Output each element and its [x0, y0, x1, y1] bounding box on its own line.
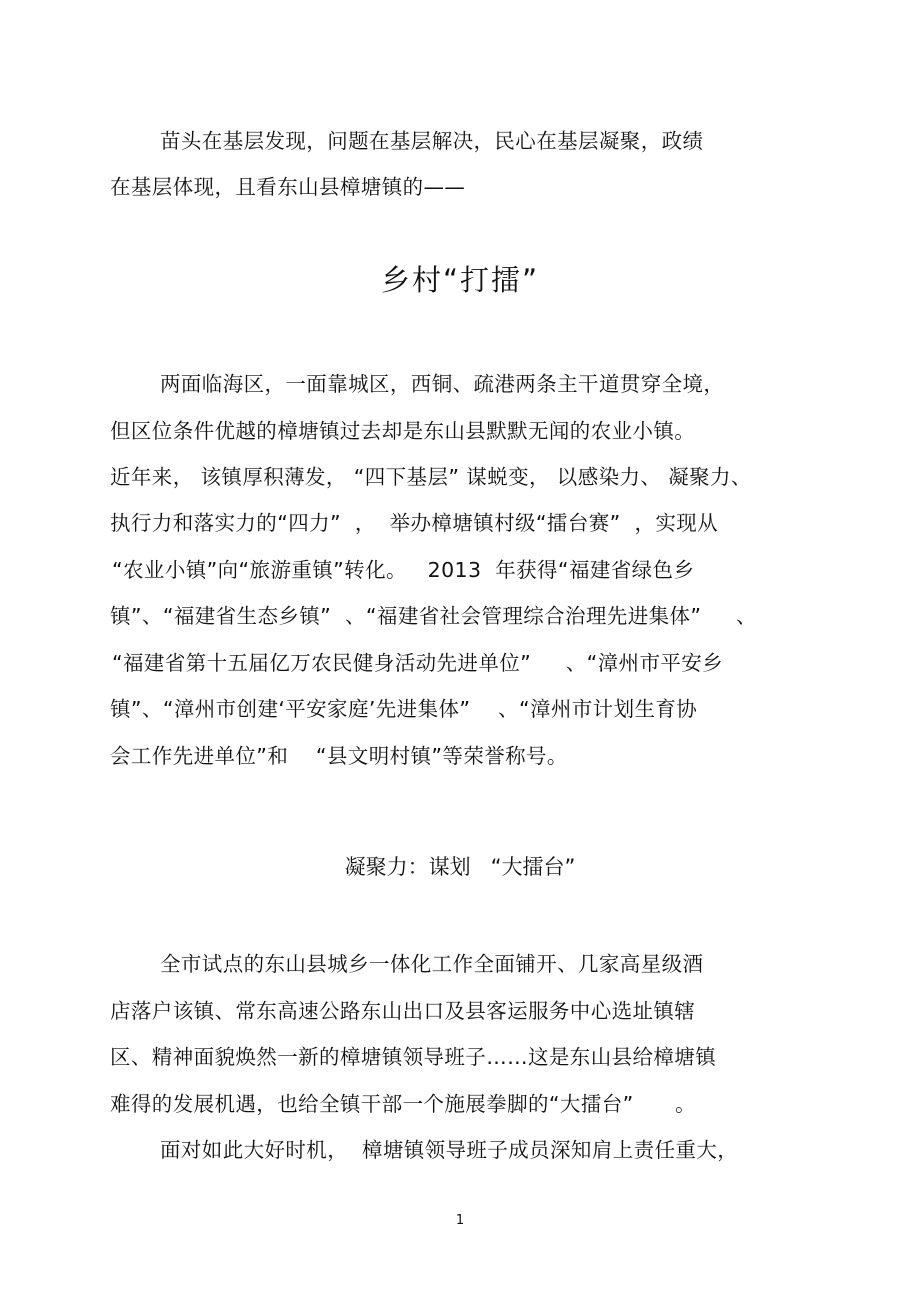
paragraph-line: 镇”、“漳州市创建‘平安家庭’先进集体” 、“漳州市计划生育协 [110, 697, 698, 721]
paragraph-line: 执行力和落实力的“四力” ， 举办樟塘镇村级“擂台赛” ，实现从 [110, 511, 719, 535]
paragraph-line: 但区位条件优越的樟塘镇过去却是东山县默默无闻的农业小镇。 [110, 419, 696, 443]
paragraph-line: 两面临海区，一面靠城区，西铜、疏港两条主干道贯穿全境， [160, 372, 725, 396]
article-title: 乡村“打擂” [380, 263, 540, 297]
intro-line: 苗头在基层发现，问题在基层解决，民心在基层凝聚，政绩 [160, 129, 704, 153]
paragraph-line: 区、精神面貌焕然一新的樟塘镇领导班子……这是东山县给樟塘镇 [110, 1045, 717, 1069]
section-heading: 凝聚力：谋划 “大擂台” [344, 855, 576, 879]
paragraph-line: 面对如此大好时机， 樟塘镇领导班子成员深知肩上责任重大， [160, 1138, 739, 1162]
page-number: 1 [455, 1213, 465, 1228]
paragraph-line: “福建省第十五届亿万农民健身活动先进单位” 、“漳州市平安乡 [112, 651, 724, 675]
paragraph-line: 难得的发展机遇，也给全镇干部一个施展拳脚的“大擂台” 。 [110, 1092, 697, 1116]
paragraph-line: 店落户该镇、常东高速公路东山出口及县客运服务中心选址镇辖 [110, 999, 696, 1023]
paragraph-line: 镇”、“福建省生态乡镇” 、“福建省社会管理综合治理先进集体” 、 [110, 604, 757, 628]
paragraph-line: 会工作先进单位”和 “县文明村镇”等荣誉称号。 [110, 744, 568, 768]
paragraph-line: 近年来， 该镇厚积薄发， “四下基层” 谋蜕变， 以感染力、 凝聚力、 [110, 465, 752, 489]
paragraph-line: 全市试点的东山县城乡一体化工作全面铺开、几家高星级酒 [160, 952, 704, 976]
paragraph-line: “农业小镇”向“旅游重镇”转化。 2013 年获得“福建省绿色乡 [112, 558, 695, 582]
intro-line: 在基层体现，且看东山县樟塘镇的—— [110, 175, 466, 199]
